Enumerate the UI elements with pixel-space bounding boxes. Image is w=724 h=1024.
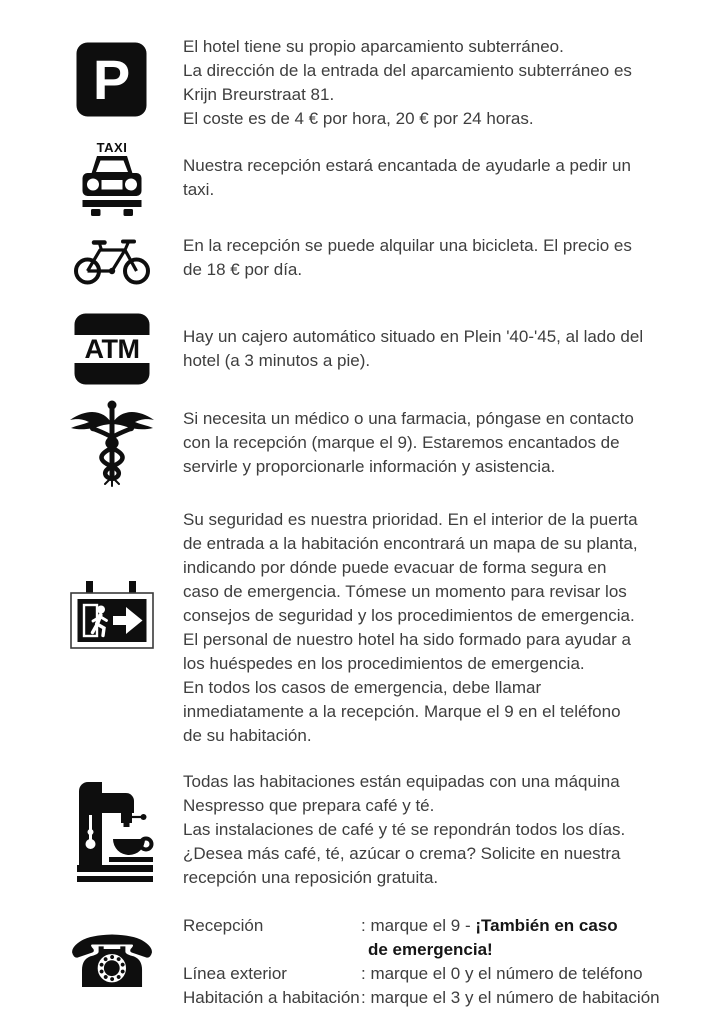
safety-text (183, 508, 724, 748)
text-line: de entrada a la habitación encontrará un mapa de su planta, (183, 534, 638, 553)
taxi-text (183, 154, 724, 202)
section-taxi (0, 140, 724, 216)
text-line: ¿Desea más café, té, azúcar o crema? Solicite en nuestra (183, 844, 621, 863)
text-line: Krijn Breurstraat 81. (183, 85, 335, 104)
text-line: los huéspedes en los procedimientos de emergencia. (183, 654, 585, 673)
phone-value: : marque el 3 y el número de habitación (361, 988, 660, 1007)
phone-value-bold: ¡También en caso (475, 916, 618, 935)
parking-text (183, 35, 724, 131)
text-line: de 18 € por día. (183, 259, 303, 279)
parking-icon-letter: P (92, 47, 131, 111)
text-line: La dirección de la entrada del aparcamiento subterráneo es (183, 61, 632, 80)
text-line: Nuestra recepción estará encantada de ayudarle a pedir un (183, 156, 631, 175)
text-line: con la recepción (marque el 9). Estaremos encantados de (183, 433, 620, 452)
text-line: recepción una reposición gratuita. (183, 868, 439, 887)
phone-row-outside-line (183, 962, 704, 986)
phone-directory (183, 914, 724, 1010)
section-atm (0, 312, 724, 386)
phone-value (361, 914, 618, 962)
text-line: taxi. (183, 180, 215, 199)
text-line: de su habitación. (183, 726, 312, 745)
caduceus-icon (69, 398, 155, 488)
emergency-exit-icon (69, 581, 155, 650)
text-line: Si necesita un médico o una farmacia, póngase en contacto (183, 409, 634, 428)
phone-label: Recepción (183, 916, 264, 935)
phone-row-room-to-room (183, 986, 704, 1010)
phone-value-bold: de emergencia! (368, 940, 493, 959)
telephone-icon (66, 920, 157, 1004)
taxi-icon-label: TAXI (96, 140, 127, 155)
medical-text (183, 407, 724, 479)
section-medical (0, 398, 724, 488)
phone-value-prefix: : marque el 9 - (361, 916, 476, 935)
atm-text (183, 325, 724, 373)
text-line: En la recepción se puede alquilar una bicicleta. El precio es (183, 235, 632, 255)
section-parking (0, 35, 724, 131)
section-telephone (0, 914, 724, 1010)
text-line: En todos los casos de emergencia, debe llamar (183, 678, 542, 697)
text-line: El hotel tiene su propio aparcamiento subterráneo. (183, 37, 564, 56)
bicycle-text (183, 234, 724, 282)
text-line: hotel (a 3 minutos a pie). (183, 351, 371, 370)
text-line: indicando por dónde puede evacuar de forma segura en (183, 558, 607, 577)
telephone-glyph: ☎ (66, 920, 157, 1004)
parking-icon (75, 41, 148, 118)
section-coffee (0, 770, 724, 890)
text-line: Todas las habitaciones están equipadas con una máquina (183, 772, 620, 791)
text-line: Hay un cajero automático situado en Plein '40-'45, al lado del (183, 327, 644, 346)
atm-icon (73, 312, 151, 386)
phone-label: Habitación a habitación (183, 988, 360, 1007)
text-line: Las instalaciones de café y té se repondrán todos los días. (183, 820, 626, 839)
text-line: Su seguridad es nuestra prioridad. En el interior de la puerta (183, 510, 638, 529)
section-bicycle (0, 229, 724, 286)
text-line: Nespresso que prepara café y té. (183, 796, 435, 815)
coffee-machine-icon (69, 777, 155, 883)
text-line: caso de emergencia. Tómese un momento para revisar los (183, 582, 627, 601)
section-safety (0, 508, 724, 748)
text-line: El coste es de 4 € por hora, 20 € por 24 horas. (183, 109, 534, 128)
text-line: servirle y proporcionarle información y asistencia. (183, 457, 556, 476)
phone-row-reception (183, 914, 704, 962)
phone-value: : marque el 0 y el número de teléfono (361, 964, 643, 983)
taxi-icon (79, 140, 145, 216)
atm-icon-label: ATM (84, 334, 139, 364)
phone-label: Línea exterior (183, 964, 287, 983)
text-line: El personal de nuestro hotel ha sido formado para ayudar a (183, 630, 631, 649)
bicycle-icon (73, 229, 151, 286)
text-line: consejos de seguridad y los procedimientos de emergencia. (183, 606, 635, 625)
coffee-text (183, 770, 724, 890)
text-line: inmediatamente a la recepción. Marque el 9 en el teléfono (183, 702, 621, 721)
